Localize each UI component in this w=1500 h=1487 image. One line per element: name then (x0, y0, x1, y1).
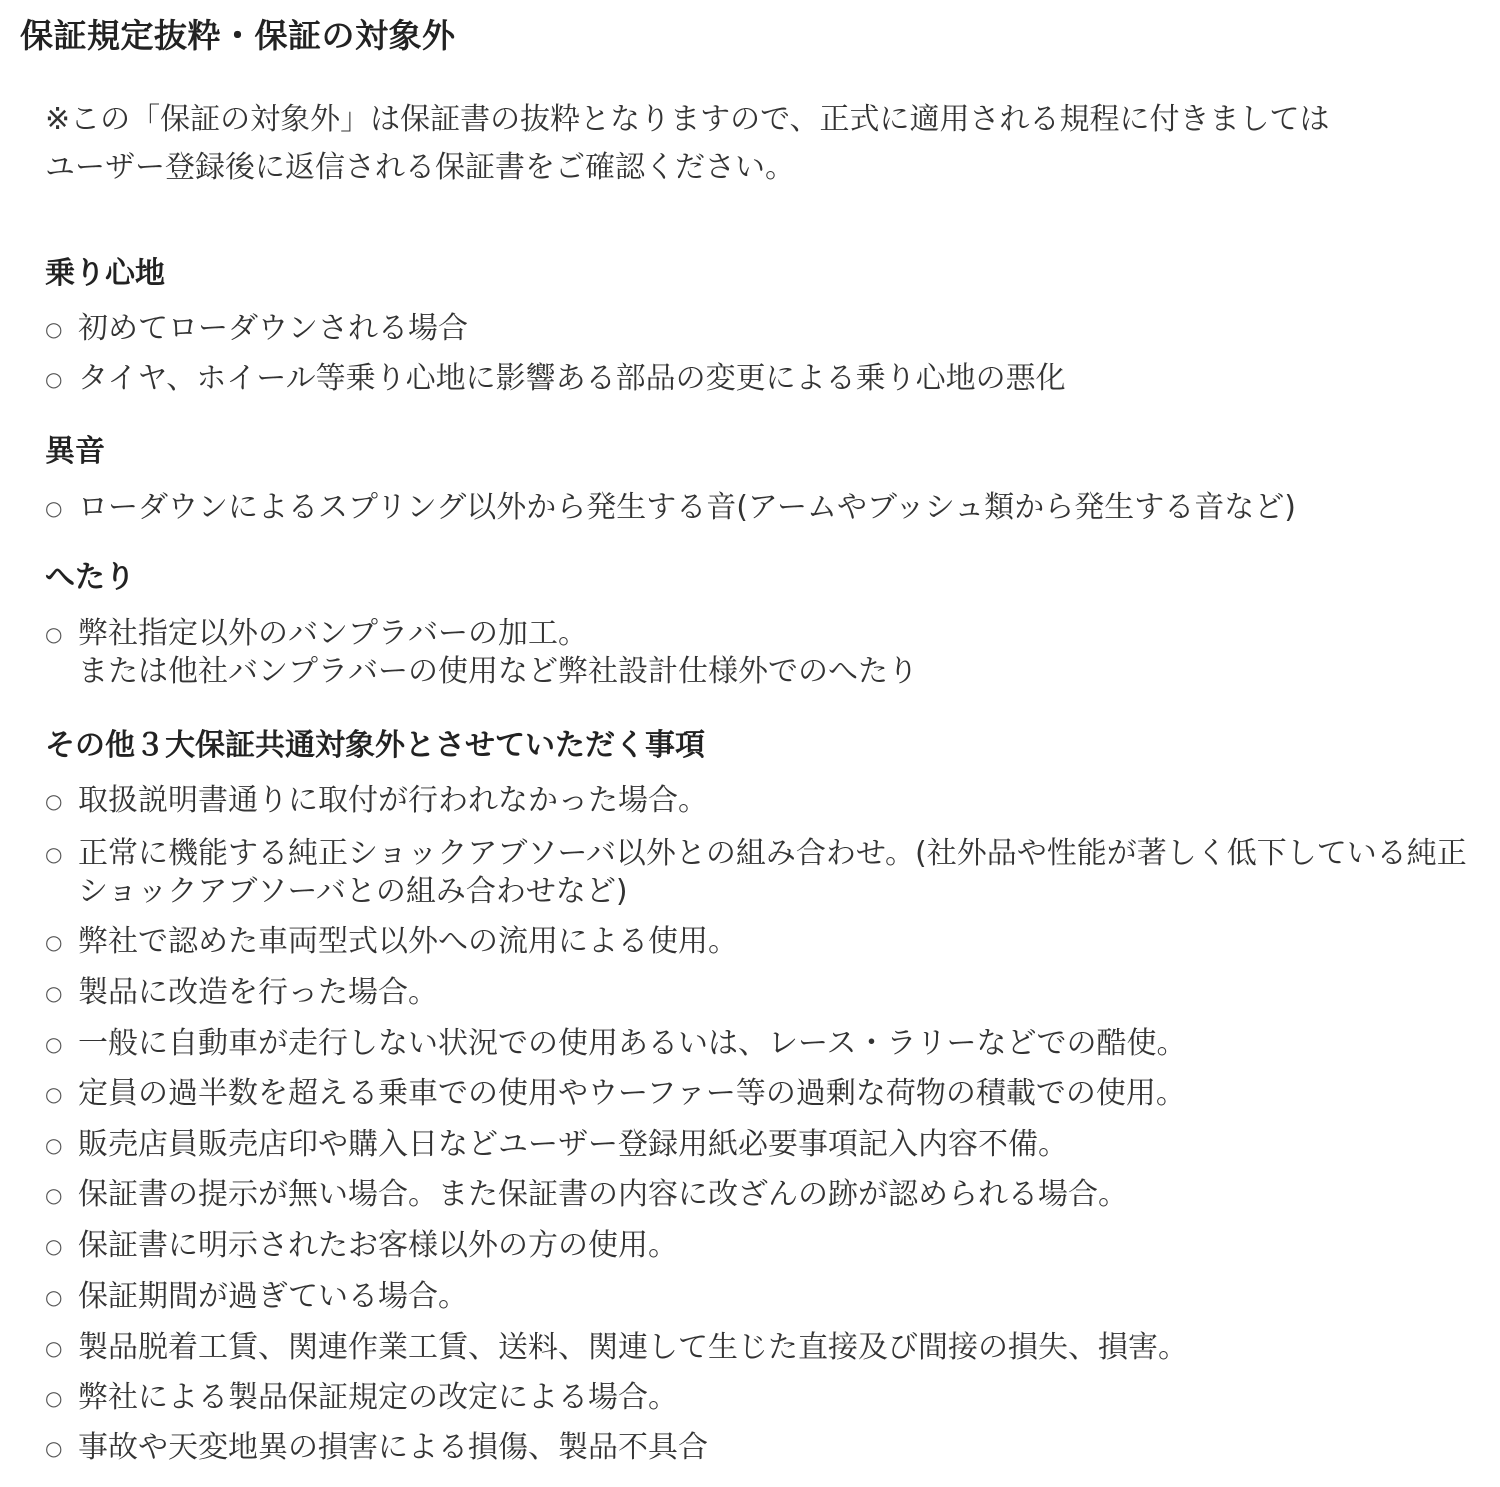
list-item-text: 正常に機能する純正ショックアブソーバ以外との組み合わせ。(社外品や性能が著しく低下している純正ショックアブソーバとの組み合わせなど) (78, 836, 1467, 909)
list-item-text: 弊社で認めた車両型式以外への流用による使用。 (78, 924, 738, 959)
list-item-text: 販売店員販売店印や購入日などユーザー登録用紙必要事項記入内容不備。 (78, 1127, 1068, 1162)
list-item (45, 1329, 1475, 1367)
bullet-icon: ○ (45, 1133, 63, 1157)
list-item (45, 1379, 1475, 1417)
section-heading-sagging: へたり (45, 560, 135, 595)
list-item-text: 取扱説明書通りに取付が行われなかった場合。 (78, 783, 708, 818)
list-item-text: 保証書の提示が無い場合。また保証書の内容に改ざんの跡が認められる場合。 (78, 1177, 1128, 1212)
bullet-icon: ○ (45, 842, 63, 866)
list-item (45, 1176, 1475, 1214)
list-item-text: 弊社指定以外のバンプラバーの加工。 または他社バンプラバーの使用など弊社設計仕様外でのへたり (78, 616, 918, 689)
list-item-text: 定員の過半数を超える乗車での使用やウーファー等の過剰な荷物の積載での使用。 (78, 1076, 1186, 1111)
list-item (45, 1429, 1475, 1467)
bullet-icon: ○ (45, 930, 63, 954)
section-heading-noise: 異音 (45, 434, 105, 469)
bullet-icon: ○ (45, 622, 63, 646)
list-item (45, 310, 1475, 348)
list-item (45, 923, 1475, 961)
list-item (45, 1278, 1475, 1316)
bullet-icon: ○ (45, 1336, 63, 1360)
bullet-icon: ○ (45, 1285, 63, 1309)
list-item (45, 615, 1475, 691)
list-item (45, 974, 1475, 1012)
bullet-icon: ○ (45, 1082, 63, 1106)
bullet-icon: ○ (45, 1386, 63, 1410)
list-item (45, 1227, 1475, 1265)
page-title: 保証規定抜粋・保証の対象外 (20, 16, 456, 55)
bullet-icon: ○ (45, 1183, 63, 1207)
bullet-icon: ○ (45, 1032, 63, 1056)
list-item-text: 事故や天変地異の損害による損傷、製品不具合 (78, 1430, 708, 1465)
intro-note: ※この「保証の対象外」は保証書の抜粋となりますので、正式に適用される規程に付きましては ユーザー登録後に返信される保証書をご確認ください。 (45, 102, 1330, 185)
section-heading-other: その他３大保証共通対象外とさせていただく事項 (45, 728, 705, 763)
bullet-icon: ○ (45, 1436, 63, 1460)
list-item-text: 一般に自動車が走行しない状況での使用あるいは、レース・ラリーなどでの酷使。 (78, 1026, 1187, 1061)
list-item (45, 1025, 1475, 1063)
list-item-text: 初めてローダウンされる場合 (78, 311, 468, 346)
list-item-text: 製品脱着工賃、関連作業工賃、送料、関連して生じた直接及び間接の損失、損害。 (78, 1330, 1188, 1365)
list-item (45, 360, 1475, 398)
bullet-icon: ○ (45, 496, 63, 520)
list-item-text: ローダウンによるスプリング以外から発生する音(アームやブッシュ類から発生する音など) (78, 490, 1297, 525)
bullet-icon: ○ (45, 1234, 63, 1258)
list-item (45, 1075, 1475, 1113)
list-item (45, 835, 1475, 911)
list-item-text: 保証書に明示されたお客様以外の方の使用。 (78, 1228, 678, 1263)
bullet-icon: ○ (45, 317, 63, 341)
section-heading-ride-comfort: 乗り心地 (45, 256, 165, 291)
list-item (45, 782, 1475, 820)
list-item-text: タイヤ、ホイール等乗り心地に影響ある部品の変更による乗り心地の悪化 (78, 361, 1066, 396)
bullet-icon: ○ (45, 981, 63, 1005)
list-item-text: 製品に改造を行った場合。 (78, 975, 438, 1010)
list-item-text: 保証期間が過ぎている場合。 (78, 1279, 468, 1314)
bullet-icon: ○ (45, 789, 63, 813)
list-item (45, 1126, 1475, 1164)
list-item (45, 489, 1475, 527)
list-item-text: 弊社による製品保証規定の改定による場合。 (78, 1380, 678, 1415)
bullet-icon: ○ (45, 367, 63, 391)
